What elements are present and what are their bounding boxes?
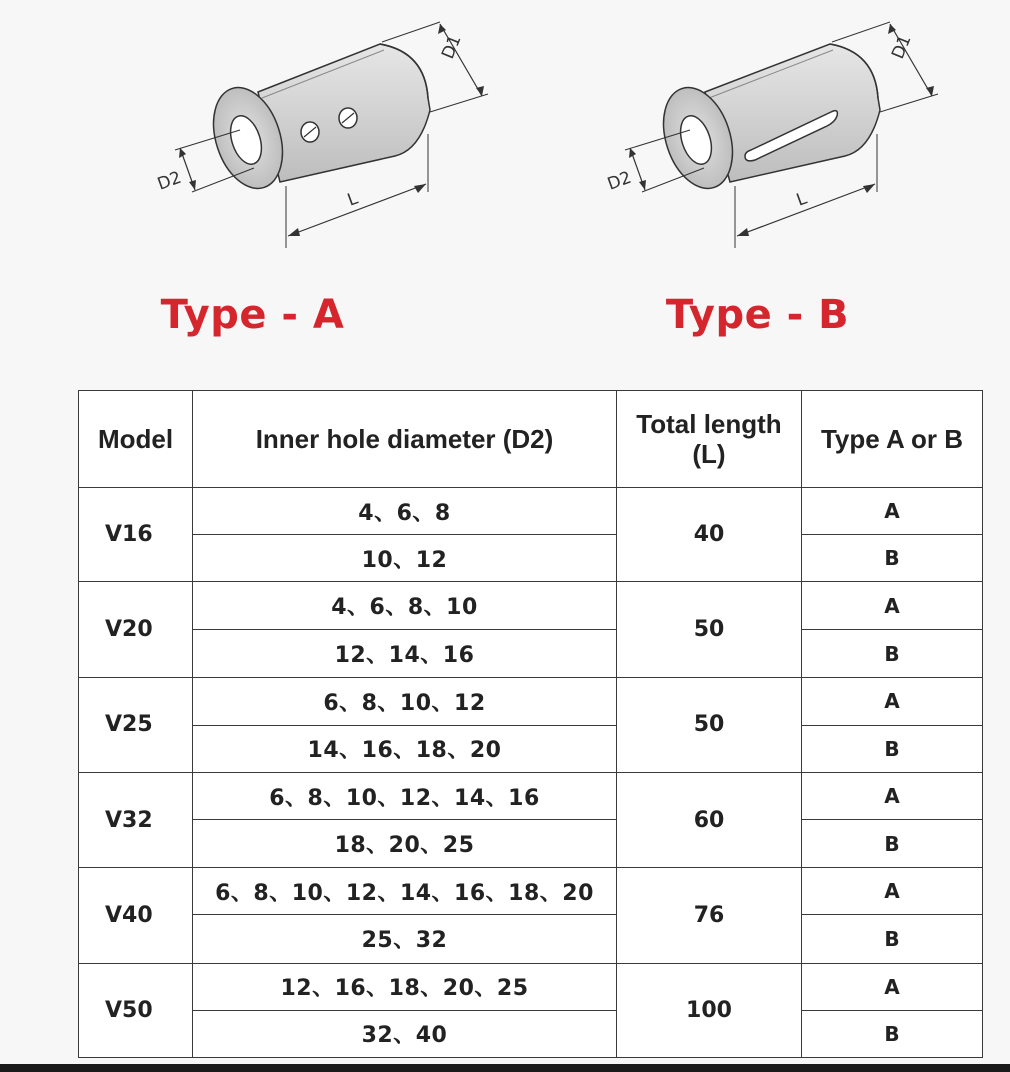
diameter-cell: 32、40 bbox=[193, 1010, 617, 1057]
model-cell: V32 bbox=[79, 772, 193, 867]
diameter-cell: 12、14、16 bbox=[193, 630, 617, 677]
type-b-drawing bbox=[505, 0, 1010, 290]
table-row bbox=[79, 1010, 983, 1057]
table-row bbox=[79, 582, 983, 630]
bottom-bar bbox=[0, 1064, 1010, 1072]
table-row bbox=[79, 630, 983, 677]
length-cell: 76 bbox=[617, 868, 802, 963]
header-row bbox=[79, 391, 983, 488]
diameter-cell: 12、16、18、20、25 bbox=[193, 963, 617, 1010]
table-row bbox=[79, 677, 983, 725]
model-cell: V25 bbox=[79, 677, 193, 772]
diameter-cell: 14、16、18、20 bbox=[193, 725, 617, 772]
table-row bbox=[79, 963, 983, 1010]
table-row bbox=[79, 868, 983, 915]
d1-label-b: D1 bbox=[888, 32, 916, 62]
type-cell: B bbox=[802, 820, 983, 868]
d2-label-a: D2 bbox=[154, 167, 185, 195]
type-cell: B bbox=[802, 725, 983, 772]
model-cell: V50 bbox=[79, 963, 193, 1057]
model-cell: V40 bbox=[79, 868, 193, 963]
diameter-cell: 18、20、25 bbox=[193, 820, 617, 868]
d2-label-b: D2 bbox=[604, 167, 635, 195]
type-a-figure bbox=[0, 0, 505, 380]
table-row bbox=[79, 915, 983, 963]
table-row bbox=[79, 772, 983, 819]
type-cell: A bbox=[802, 963, 983, 1010]
header-length-line2: (L) bbox=[692, 439, 726, 469]
type-cell: A bbox=[802, 488, 983, 535]
type-a-label: Type - A bbox=[160, 292, 345, 338]
diameter-cell: 6、8、10、12 bbox=[193, 677, 617, 725]
type-cell: B bbox=[802, 915, 983, 963]
model-cell: V16 bbox=[79, 488, 193, 582]
model-cell: V20 bbox=[79, 582, 193, 677]
type-cell: A bbox=[802, 677, 983, 725]
type-cell: B bbox=[802, 1010, 983, 1057]
header-diameter: Inner hole diameter (D2) bbox=[193, 391, 617, 488]
l-label-a: L bbox=[344, 188, 361, 211]
header-type: Type A or B bbox=[802, 391, 983, 488]
type-cell: B bbox=[802, 535, 983, 582]
type-a-drawing bbox=[0, 0, 505, 290]
type-cell: A bbox=[802, 582, 983, 630]
length-cell: 50 bbox=[617, 677, 802, 772]
type-cell: B bbox=[802, 630, 983, 677]
type-b-label: Type - B bbox=[665, 292, 850, 338]
diameter-cell: 4、6、8、10 bbox=[193, 582, 617, 630]
length-cell: 50 bbox=[617, 582, 802, 677]
type-cell: A bbox=[802, 868, 983, 915]
length-cell: 60 bbox=[617, 772, 802, 867]
type-b-figure bbox=[505, 0, 1010, 380]
header-length-line1: Total length bbox=[636, 409, 782, 439]
length-cell: 40 bbox=[617, 488, 802, 582]
l-label-b: L bbox=[793, 188, 810, 211]
type-cell: A bbox=[802, 772, 983, 819]
diameter-cell: 6、8、10、12、14、16、18、20 bbox=[193, 868, 617, 915]
header-model: Model bbox=[79, 391, 193, 488]
d1-label-a: D1 bbox=[438, 32, 466, 62]
table-row bbox=[79, 535, 983, 582]
diameter-cell: 4、6、8 bbox=[193, 488, 617, 535]
diameter-cell: 6、8、10、12、14、16 bbox=[193, 772, 617, 819]
length-cell: 100 bbox=[617, 963, 802, 1057]
diameter-cell: 25、32 bbox=[193, 915, 617, 963]
table-row bbox=[79, 488, 983, 535]
table-row bbox=[79, 725, 983, 772]
header-length bbox=[617, 391, 802, 488]
table-row bbox=[79, 820, 983, 868]
diameter-cell: 10、12 bbox=[193, 535, 617, 582]
spec-table bbox=[78, 390, 983, 1058]
